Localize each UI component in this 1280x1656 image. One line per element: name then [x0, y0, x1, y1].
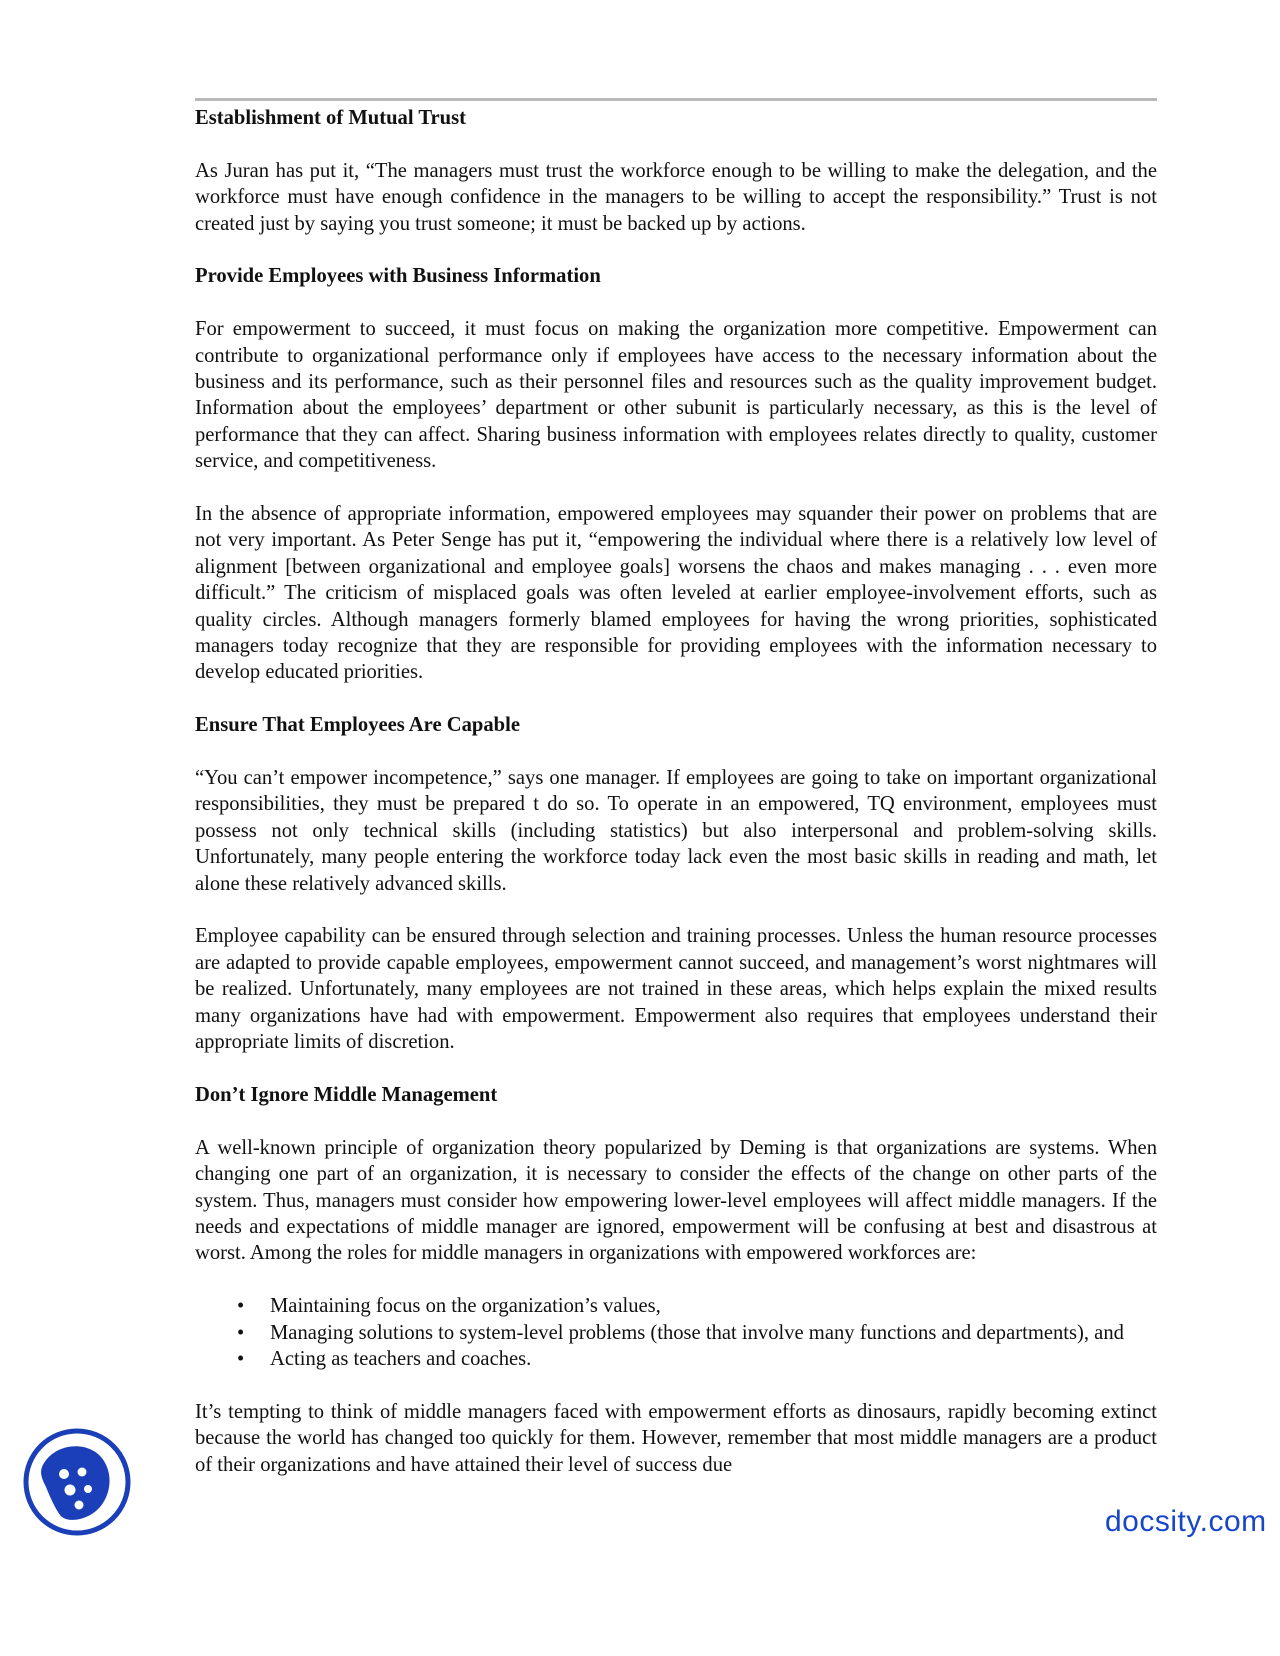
- list-item-text: Acting as teachers and coaches.: [270, 1347, 532, 1370]
- paragraph: “You can’t empower incompetence,” says one manager. If employees are going to take on important organizational responsibilities, they must be prepared t do so. To operate in an empowered, TQ environment, employees must possess not only technical skills (including statistics) but also interpersonal and problem-solving skills. Unfortunately, many people entering the workforce today lack even the most basic skills in reading and math, let alone these relatively advanced skills.: [195, 767, 1157, 895]
- header-rule: [195, 98, 1157, 101]
- paragraph: For empowerment to succeed, it must focus on making the organization more competitive. Empowerment can contribute to organizational performance only if employees have access to the necessary information about the business and its performance, such as their personnel files and resources such as the quality improvement budget. Information about the employees’ department or other subunit is particularly necessary, as this is the level of performance that they can affect. Sharing business information with employees relates directly to quality, customer service, and competitiveness.: [195, 318, 1157, 473]
- list-item: [195, 1346, 1157, 1372]
- list-item: [195, 1293, 1157, 1319]
- paragraph: Employee capability can be ensured through selection and training processes. Unless the human resource processes are adapted to provide capable employees, empowerment cannot succeed, and management’s worst nightmares will be realized. Unfortunately, many employees are not trained in these areas, which helps explain the mixed results many organizations have had with empowerment. Empowerment also requires that employees understand their appropriate limits of discretion.: [195, 925, 1157, 1054]
- section-heading-middle-management: Don’t Ignore Middle Management: [195, 1083, 498, 1106]
- paragraph: It’s tempting to think of middle managers faced with empowerment efforts as dinosaurs, rapidly becoming extinct because the world has changed too quickly for them. However, remember that most middle managers are a product of their organizations and have attained their level of success due: [195, 1400, 1157, 1476]
- bullet-list: [195, 1293, 1157, 1372]
- list-item-text: Maintaining focus on the organization’s values,: [270, 1295, 661, 1318]
- section-heading-mutual-trust: Establishment of Mutual Trust: [195, 107, 466, 129]
- bullet-icon: •: [237, 1347, 245, 1370]
- docsity-brand-link[interactable]: docsity.com: [1105, 1505, 1267, 1538]
- section-heading-capable-employees: Ensure That Employees Are Capable: [195, 714, 520, 737]
- bullet-icon: •: [237, 1321, 245, 1344]
- docsity-logo-icon[interactable]: [22, 1427, 132, 1537]
- section-heading-business-information: Provide Employees with Business Information: [195, 265, 601, 288]
- list-item-text: Managing solutions to system-level problems (those that involve many functions and departments), and: [270, 1321, 1124, 1344]
- paragraph: A well-known principle of organization theory popularized by Deming is that organizations are systems. When changing one part of an organization, it is necessary to consider the effects of the change on other parts of the system. Thus, managers must consider how empowering lower-level employees will affect middle managers. If the needs and expectations of middle manager are ignored, empowerment will be confusing at best and disastrous at worst. Among the roles for middle managers in organizations with empowered workforces are:: [195, 1136, 1157, 1265]
- document-body: [195, 105, 1157, 1504]
- paragraph: In the absence of appropriate information, empowered employees may squander their power on problems that are not very important. As Peter Senge has put it, “empowering the individual where there is a relatively low level of alignment [between organizational and employee goals] worsens the chaos and makes managing . . . even more difficult.” The criticism of misplaced goals was often leveled at earlier employee-involvement efforts, such as quality circles. Although managers formerly blamed employees for having the wrong priorities, sophisticated managers today recognize that they are responsible for providing employees with the information necessary to develop educated priorities.: [195, 503, 1157, 684]
- list-item: [195, 1320, 1157, 1346]
- paragraph: As Juran has put it, “The managers must trust the workforce enough to be willing to make the delegation, and the workforce must have enough confidence in the managers to be willing to accept the responsibility.” Trust is not created just by saying you trust someone; it must be backed up by actions.: [195, 159, 1157, 235]
- bullet-icon: •: [237, 1295, 245, 1318]
